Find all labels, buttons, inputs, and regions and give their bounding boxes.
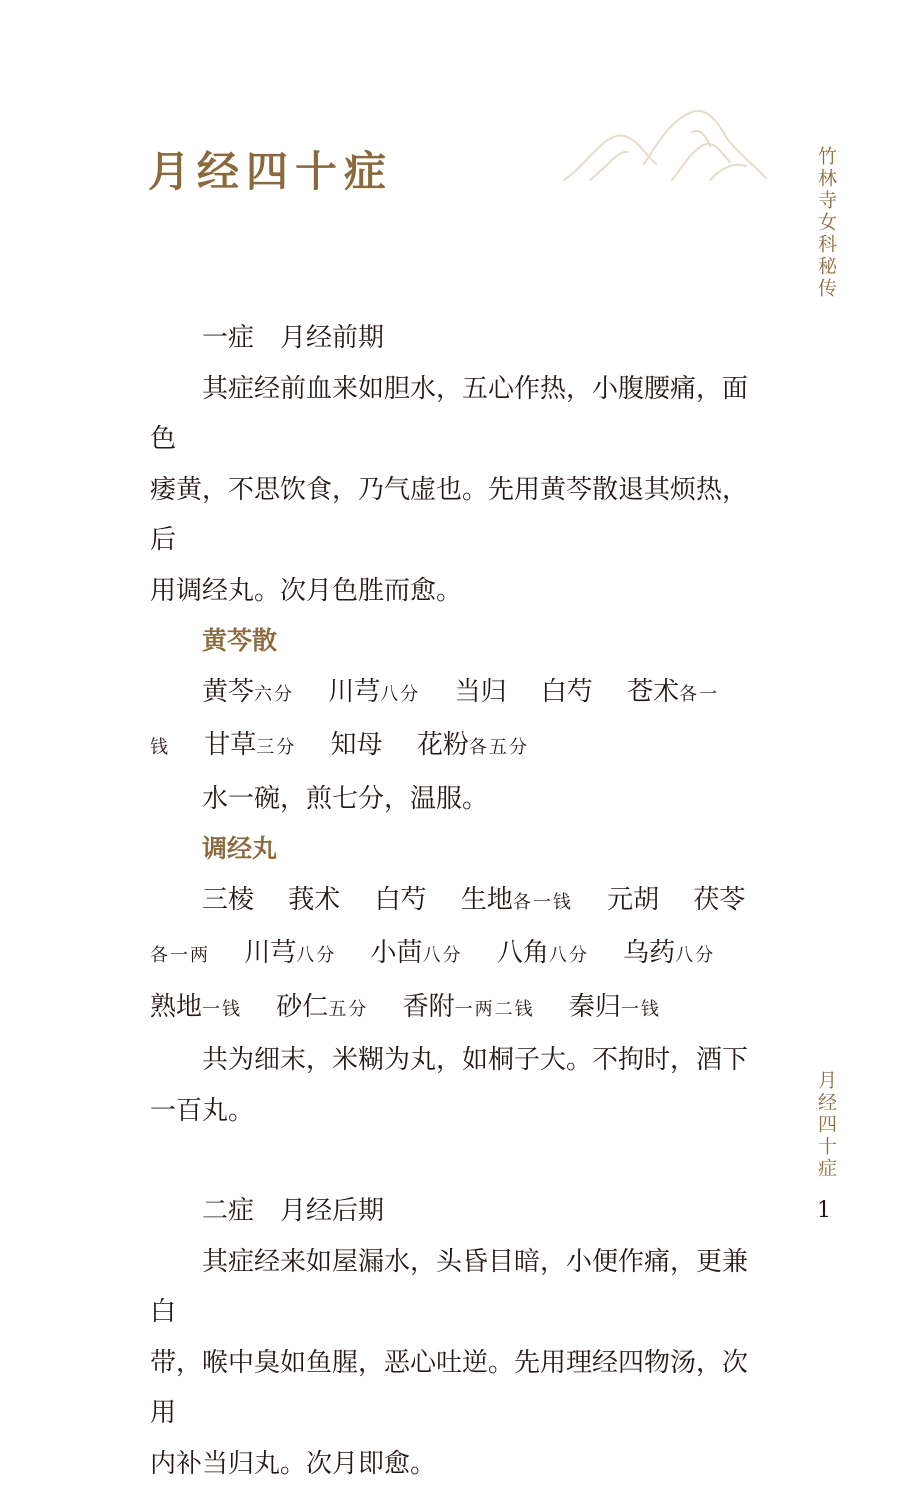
preparation-method: 水一碗，煎七分，温服。	[150, 774, 772, 825]
ingredient: 川芎八分	[328, 667, 420, 721]
dose-continuation: 各一两	[150, 931, 210, 982]
ingredient: 八角八分	[497, 928, 589, 982]
paragraph-line: 带，喉中臭如鱼腥，恶心吐逆。先用理经四物汤，次用	[150, 1338, 772, 1439]
ingredient: 莪术	[288, 875, 340, 926]
recipe-title-1: 黄芩散	[150, 616, 772, 667]
ingredient: 熟地一钱	[150, 982, 242, 1036]
paragraph-line: 其症经来如屋漏水，头昏目暗，小便作痛，更兼白	[150, 1237, 772, 1338]
ingredient-line	[150, 720, 772, 774]
ingredient: 花粉各五分	[417, 720, 529, 774]
ingredient-line	[150, 875, 772, 929]
chapter-title: 月经四十症	[148, 142, 393, 202]
section-heading-1	[150, 313, 772, 364]
ingredient: 砂仁五分	[276, 982, 368, 1036]
section-number: 二症	[202, 1196, 254, 1226]
section-spacer	[150, 1136, 772, 1186]
ingredient: 香附一两二钱	[403, 982, 535, 1036]
recipe-title-2: 调经丸	[150, 824, 772, 875]
section-heading-2	[150, 1186, 772, 1237]
paragraph-line: 其症经前血来如胆水，五心作热，小腹腰痛，面色	[150, 364, 772, 465]
ingredient: 知母	[331, 720, 383, 771]
paragraph-line: 用调经丸。次月色胜而愈。	[150, 566, 772, 617]
section-number: 一症	[202, 323, 254, 353]
chapter-running-head: 月经四十症	[806, 1070, 840, 1180]
ingredient: 小茴八分	[371, 928, 463, 982]
ingredient: 苍术各一	[627, 667, 719, 721]
ingredient-line	[150, 928, 772, 982]
ingredient: 三棱	[202, 875, 254, 926]
dose-continuation: 钱	[150, 723, 170, 774]
page-body	[150, 288, 772, 1489]
preparation-method: 共为细末，米糊为丸，如桐子大。不拘时，酒下	[150, 1035, 772, 1086]
ingredient: 川芎八分	[244, 928, 336, 982]
ingredient: 生地各一钱	[461, 875, 573, 929]
ingredient: 秦归一钱	[569, 982, 661, 1036]
mountain-decoration-icon	[560, 102, 770, 186]
book-title-running-head: 竹林寺女科秘传	[806, 146, 840, 300]
ingredient: 元胡	[607, 875, 659, 926]
section-name: 月经后期	[280, 1196, 384, 1226]
ingredient: 白芍	[541, 667, 593, 718]
ingredient: 当归	[455, 667, 507, 718]
ingredient-line	[150, 982, 772, 1036]
ingredient: 黄芩六分	[202, 667, 294, 721]
paragraph-line: 痿黄，不思饮食，乃气虚也。先用黄芩散退其烦热，后	[150, 465, 772, 566]
paragraph-line: 内补当归丸。次月即愈。	[150, 1439, 772, 1489]
section-name: 月经前期	[280, 323, 384, 353]
ingredient: 白芍	[375, 875, 427, 926]
ingredient: 甘草三分	[204, 720, 296, 774]
page-number: 1	[817, 1198, 831, 1223]
ingredient: 乌药八分	[623, 928, 715, 982]
preparation-method: 一百丸。	[150, 1086, 772, 1137]
ingredient-line	[150, 667, 772, 721]
ingredient: 茯苓	[693, 875, 745, 926]
